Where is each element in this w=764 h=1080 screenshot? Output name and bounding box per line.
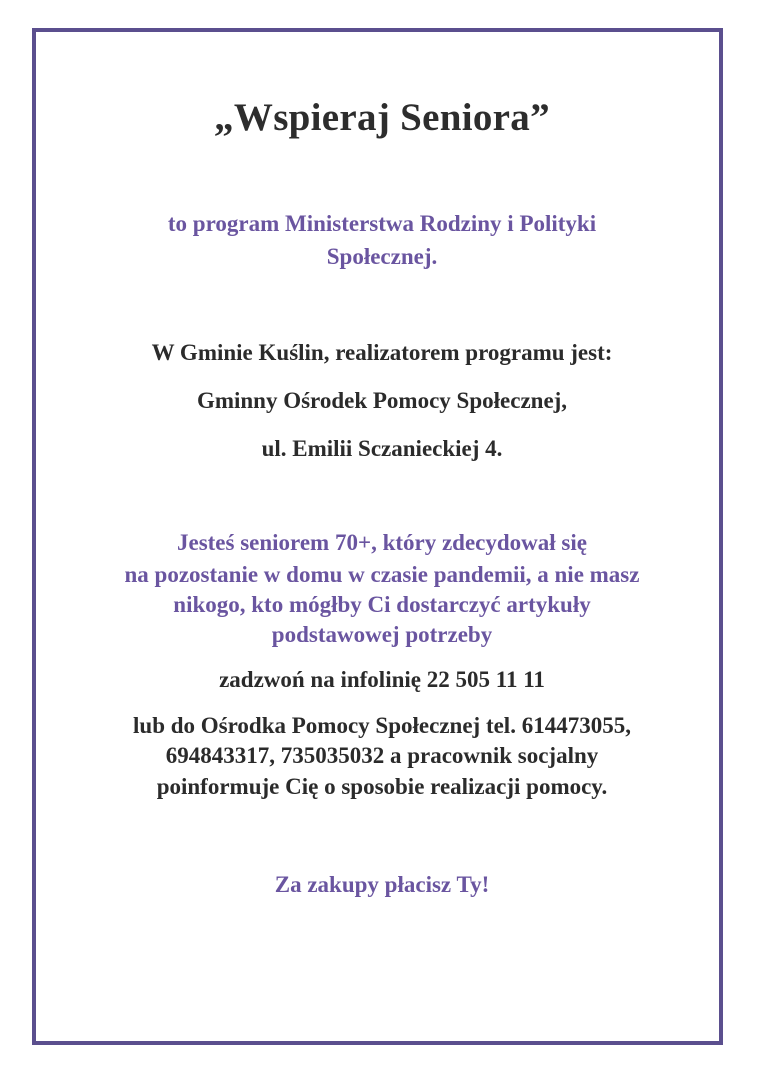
- closing-text: Za zakupy płacisz Ty!: [274, 872, 490, 897]
- contact-line-1: lub do Ośrodka Pomocy Społecznej tel. 614473055,: [133, 713, 631, 738]
- realizer-address: ul. Emilii Sczanieckiej 4.: [261, 436, 503, 461]
- intro-line-1: to program Ministerstwa Rodziny i Polityki: [167, 211, 597, 236]
- question-line-1: Jesteś seniorem 70+, który zdecydował się: [176, 530, 587, 555]
- question-line-3: nikogo, kto mógłby Ci dostarczyć artykuły: [173, 592, 591, 617]
- contact-line-2: 694843317, 735035032 a pracownik socjalny: [165, 743, 599, 768]
- intro-line-2: Społecznej.: [326, 244, 438, 269]
- realizer-line-1: W Gminie Kuślin, realizatorem programu jest:: [151, 340, 613, 365]
- realizer-institution: Gminny Ośrodek Pomocy Społecznej,: [196, 388, 568, 413]
- document-title: „Wspieraj Seniora”: [214, 96, 550, 139]
- question-line-2: na pozostanie w domu w czasie pandemii, a nie masz: [124, 562, 640, 587]
- hotline-text: zadzwoń na infolinię 22 505 11 11: [219, 667, 545, 692]
- contact-line-3: poinformuje Cię o sposobie realizacji pomocy.: [156, 774, 608, 799]
- question-line-4: podstawowej potrzeby: [271, 622, 493, 647]
